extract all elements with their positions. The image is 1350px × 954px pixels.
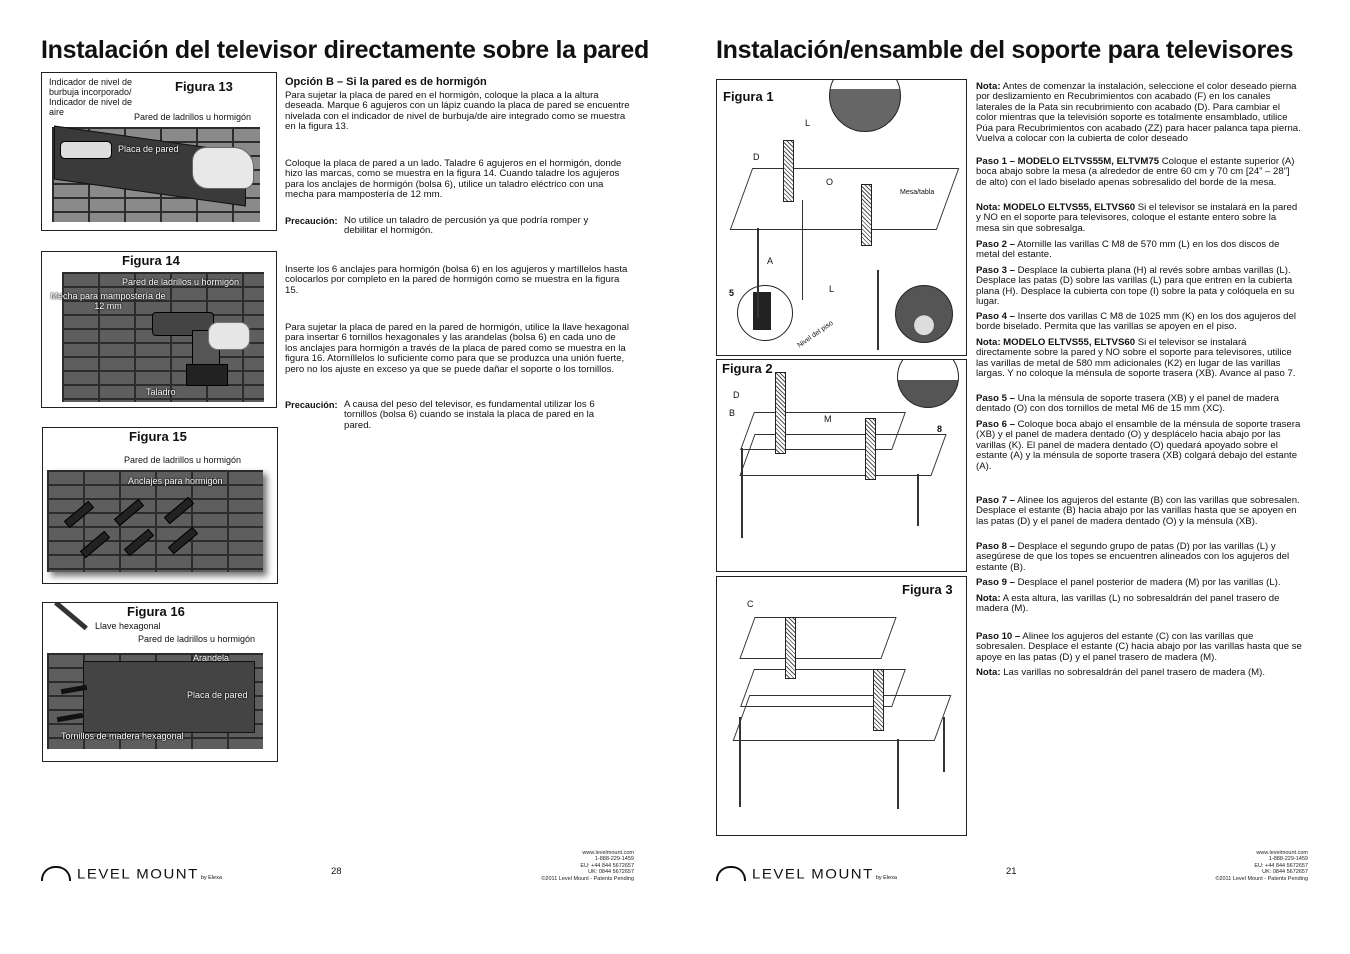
figure-13: [41, 72, 277, 231]
table-leg: [877, 270, 879, 350]
paragraph-3: Inserte los 6 anclajes para hormigón (bolsa 6) en los agujeros y martíllelos hasta colocarlos por completo en la pared de hormigón como se muestra en la figura 15.: [285, 264, 628, 296]
footer-line: www.levelmount.com: [582, 850, 634, 856]
step-10-key: Paso 10 –: [976, 631, 1021, 642]
fig13-wall-label: Pared de ladrillos u hormigón: [134, 112, 252, 122]
paragraph-4: Para sujetar la placa de pared en la pared de hormigón, utilice la llave hexagonal para insertar 6 tornillos hexagonales y las arandelas (bolsa 6) en cada uno de los anclajes para hormigón a través de la placa de pared como se muestra en la figura 16. Atorníllelos lo suficiente como para que se produzca una unión fuerte, pero no los ajuste en exceso ya que se puede dañar el soporte o los tornillos.: [285, 322, 629, 375]
step-7-key: Paso 7 –: [976, 495, 1015, 506]
rod-icon: [783, 140, 794, 202]
right-footer-contact: [1194, 850, 1308, 882]
table-leg: [897, 739, 899, 809]
table-outline: [730, 168, 960, 230]
figure-2: [716, 359, 967, 572]
step-1-key: Paso 1 – MODELO ELTVS55M, ELTVM75: [976, 156, 1160, 167]
fig16-washer-label: Arandela: [193, 653, 230, 663]
fig1-label-A: A: [767, 256, 774, 266]
note-1-key: Nota: MODELO ELTVS55, ELTVS60: [976, 202, 1136, 213]
shelf-outline: [739, 617, 896, 659]
footer-line: 1-888-229-1459: [1268, 856, 1308, 863]
fig15-title: Figura 15: [129, 429, 187, 444]
step-9: [976, 578, 1302, 588]
rod-close-up-circle: [829, 79, 901, 132]
step-1: [976, 157, 1302, 188]
table-leg: [739, 717, 741, 807]
note-4-key: Nota:: [976, 667, 1001, 678]
fig1-label-5: 5: [729, 288, 735, 298]
fig2-label-B: B: [729, 408, 736, 418]
level-bubble-icon: [60, 141, 112, 159]
caution-1-label: Precaución:: [285, 216, 338, 226]
step-6-text: Coloque boca abajo el ensamble de la ménsula de soporte trasera (XB) y el panel de madera dentado (O) y desplácelo hacia abajo por las varillas (K). El panel de madera dentado (O) quedará apoyado sobre el estante (A) y la ménsula de soporte trasera (XB) colgará debajo del estante (A).: [976, 419, 1301, 472]
hand-pencil-icon: [192, 147, 254, 189]
fig2-title: Figura 2: [722, 361, 773, 376]
fig1-label-O: O: [826, 177, 834, 187]
step-10: [976, 632, 1302, 663]
fig2-label-D: D: [733, 390, 740, 400]
fig15-anchors-label: Anclajes para hormigón: [128, 476, 223, 486]
step-6-key: Paso 6 –: [976, 419, 1015, 430]
brand-by-right: by Elexa: [875, 875, 897, 881]
step-9-text: Desplace el panel posterior de madera (M) por las varillas (L).: [1017, 577, 1281, 588]
table-leg: [757, 228, 759, 318]
note-intro-key: Nota:: [976, 81, 1001, 92]
footer-line: EU: +44 844 5672657: [1254, 862, 1308, 869]
step-4-text: Inserte dos varillas C M8 de 1025 mm (K) en los dos agujeros del borde biselado. Permita que las varillas se apoyen en el piso.: [976, 311, 1296, 333]
shelf-outline: [740, 412, 906, 450]
brand-by-left: by Elexa: [200, 875, 222, 881]
fig2-label-M: M: [824, 414, 832, 424]
step-9-key: Paso 9 –: [976, 577, 1015, 588]
rod-close-up-circle: [897, 359, 959, 408]
footer-line: ©2011 Level Mount - Patents Pending: [1215, 875, 1308, 882]
rod-icon: [775, 372, 786, 454]
fig1-label-L: L: [805, 118, 811, 128]
left-page-number: 28: [331, 866, 342, 877]
fig13-plate-label: Placa de pared: [118, 144, 179, 154]
fig3-label-C: C: [747, 599, 754, 609]
left-footer-contact: [520, 850, 634, 882]
note-3: [976, 594, 1302, 615]
table-leg: [943, 717, 945, 772]
fig16-key-label: Llave hexagonal: [95, 621, 161, 631]
fig15-wall-label: Pared de ladrillos u hormigón: [124, 455, 242, 465]
fig13-level-label: Indicador de nivel de burbuja incorporado/ Indicador de nivel de aire: [49, 77, 133, 117]
figure-14: [41, 251, 277, 408]
note-4: [976, 668, 1302, 678]
step-7: [976, 496, 1302, 527]
step-8-key: Paso 8 –: [976, 541, 1015, 552]
paragraph-2: Coloque la placa de pared a un lado. Taladre 6 agujeros en el hormigón, donde hizo las marcas, como se muestra en la figura 14. Cuando taladre los agujeros para los anclajes de hormigón (bolsa 6), utilice un taladro eléctrico con una mecha para mampostería de 12 mm.: [285, 158, 622, 201]
level-mount-logo-left: [41, 866, 222, 883]
fig1-label-floor: Nivel del piso: [796, 319, 835, 350]
step-10-text: Alinee los agujeros del estante (C) con las varillas que sobresalen. Desplace el estante (C) hacia abajo por las varillas hasta que se apoye en las patas (D) y el panel trasero de madera (M).: [976, 631, 1302, 663]
note-3-text: A esta altura, las varillas (L) no sobresaldrán del panel trasero de madera (M).: [976, 593, 1280, 615]
footer-line: 1-888-229-1459: [594, 856, 634, 863]
bracket-icon: [753, 292, 771, 330]
step-3-text: Desplace la cubierta plana (H) al revés sobre ambas varillas (L). Desplace las patas (D) sobre las varillas (L) para que entren en la cubierta plana (H). Desplace la cubierta con tope (I) sobre la pata y colóquela en su lugar.: [976, 265, 1295, 308]
caution-1-text: No utilice un taladro de percusión ya que podría romper y debilitar el hormigón.: [344, 215, 589, 237]
fig16-wall-label: Pared de ladrillos u hormigón: [138, 634, 256, 644]
hex-key-icon: [54, 602, 88, 630]
note-2: [976, 338, 1302, 380]
caution-2-label: Precaución:: [285, 400, 338, 410]
fig13-title: Figura 13: [175, 79, 233, 94]
note-3-key: Nota:: [976, 593, 1001, 604]
option-b-title: Opción B – Si la pared es de hormigón: [285, 76, 487, 88]
fig2-label-8: 8: [937, 424, 943, 434]
step-5-key: Paso 5 –: [976, 393, 1015, 404]
rod-icon: [785, 617, 796, 679]
floor-close-up-circle: [895, 285, 953, 343]
figure-15: [42, 427, 278, 584]
footer-line: www.levelmount.com: [1256, 850, 1308, 856]
footer-line: UK: 0844 5672657: [588, 869, 634, 876]
note-1-text: Si el televisor se instalará en la pared y NO en el soporte para televisores, coloque el estante entero sobre la mesa sin que sobresalga.: [976, 202, 1298, 234]
left-page-title: Instalación del televisor directamente sobre la pared: [41, 36, 649, 64]
fig16-screws-label: Tornillos de madera hexagonal: [61, 731, 184, 741]
figure-3: [716, 576, 967, 836]
rod-icon: [865, 418, 876, 480]
fig1-title: Figura 1: [723, 89, 774, 104]
note-intro-text: Antes de comenzar la instalación, seleccione el color deseado pierna por deslizamiento en Recubrimientos con acabado (F) en los canales laterales de la Pata sin recubrimiento con acabado (D). Para cambiar el color mientras que la televisión soporte es totalmente ensamblado, utilice Púa para Recubrimientos con acabado (ZZ) para hacer palanca tapa pierna. Vuelva a colocar con la cubierta de color deseado: [976, 81, 1301, 145]
fig1-label-L2: L: [829, 284, 835, 294]
fig1-label-D: D: [753, 152, 760, 162]
step-7-text: Alinee los agujeros del estante (B) con las varillas que sobresalen. Desplace el estante (B) hacia abajo por las varillas hasta que se apoyen en las patas (D) y el panel de madera dentado (O) y la ménsula (XB).: [976, 495, 1300, 527]
caution-2: [285, 400, 630, 434]
caution-1: [285, 216, 630, 240]
note-4-text: Las varillas no sobresaldrán del panel trasero de madera (M).: [1003, 667, 1266, 678]
fig14-title: Figura 14: [122, 253, 180, 268]
note-1: [976, 203, 1302, 234]
note-2-key: Nota: MODELO ELTVS55, ELTVS60: [976, 337, 1136, 348]
level-mount-arc-icon: [41, 866, 71, 881]
fig14-bit-label: Mecha para mampostería de 12 mm: [50, 291, 166, 311]
drill-icon: [152, 302, 232, 382]
step-3-key: Paso 3 –: [976, 265, 1015, 276]
footer-line: UK: 0844 5672657: [1262, 869, 1308, 876]
level-mount-logo-right: [716, 866, 897, 883]
rod-icon: [861, 184, 872, 246]
fig3-title: Figura 3: [902, 582, 953, 597]
note-intro: [976, 82, 1302, 144]
footer-line: EU: +44 844 5672657: [580, 862, 634, 869]
figure-16: [42, 602, 278, 762]
step-8-text: Desplace el segundo grupo de patas (D) por las varillas (L) y asegúrese de que los topes se encuentren alineados con los agujeros del estante (B).: [976, 541, 1290, 573]
note-2-text: Si el televisor se instalará directamente sobre la pared y NO sobre el soporte para televisores, utilice las varillas de metal de 580 mm adicionales (K2) en lugar de las varillas largas. Y no coloque la ménsula de soporte trasera (XB). Avance al paso 7.: [976, 337, 1296, 380]
fig14-drill-label: Taladro: [146, 387, 176, 397]
fig14-wall-label: Pared de ladrillos u hormigón: [122, 277, 240, 287]
right-page-title: Instalación/ensamble del soporte para televisores: [716, 36, 1294, 64]
step-2-key: Paso 2 –: [976, 239, 1015, 250]
step-2-text: Atornille las varillas C M8 de 570 mm (L) en los dos discos de metal del estante.: [976, 239, 1280, 261]
figure-1: [716, 79, 967, 356]
step-3: [976, 266, 1302, 308]
fig16-plate-label: Placa de pared: [187, 690, 248, 700]
brand-name-right: LEVEL MOUNT: [752, 866, 874, 883]
step-4-key: Paso 4 –: [976, 311, 1015, 322]
table-leg: [741, 448, 743, 538]
step-8: [976, 542, 1302, 573]
step-4: [976, 312, 1302, 333]
table-leg: [917, 474, 919, 526]
step-1-text: Coloque el estante superior (A) boca abajo sobre la mesa (a alrededor de entre 60 cm y 70 cm [24” – 28”] de alto) con el lado biselado apenas sobresalido del borde de la mesa.: [976, 156, 1295, 188]
long-rod: [802, 200, 803, 300]
paragraph-1: Para sujetar la placa de pared en el hormigón, coloque la placa a la altura deseada. Marque 6 agujeros con un lápiz cuando la placa de pared se encuentre nivelada con el indicador de nivel de burbuja/de aire integrado como se muestra en la figura 13.: [285, 90, 630, 133]
step-5: [976, 394, 1302, 415]
fig1-label-table: Mesa/tabla: [900, 189, 935, 196]
step-6: [976, 420, 1302, 472]
caution-2-text: A causa del peso del televisor, es fundamental utilizar los 6 tornillos (bolsa 6) cuando se instala la placa de pared en la pared.: [344, 399, 595, 431]
brand-name-left: LEVEL MOUNT: [77, 866, 199, 883]
table-outline: [733, 695, 952, 741]
step-2: [976, 240, 1302, 261]
step-5-text: Una la ménsula de soporte trasera (XB) y el panel de madera dentado (O) con dos tornillos de metal M6 de 15 mm (XC).: [976, 393, 1279, 415]
rod-icon: [873, 669, 884, 731]
footer-line: ©2011 Level Mount - Patents Pending: [541, 875, 634, 882]
right-page-number: 21: [1006, 866, 1017, 877]
fig16-title: Figura 16: [127, 604, 185, 619]
level-mount-arc-icon: [716, 866, 746, 881]
